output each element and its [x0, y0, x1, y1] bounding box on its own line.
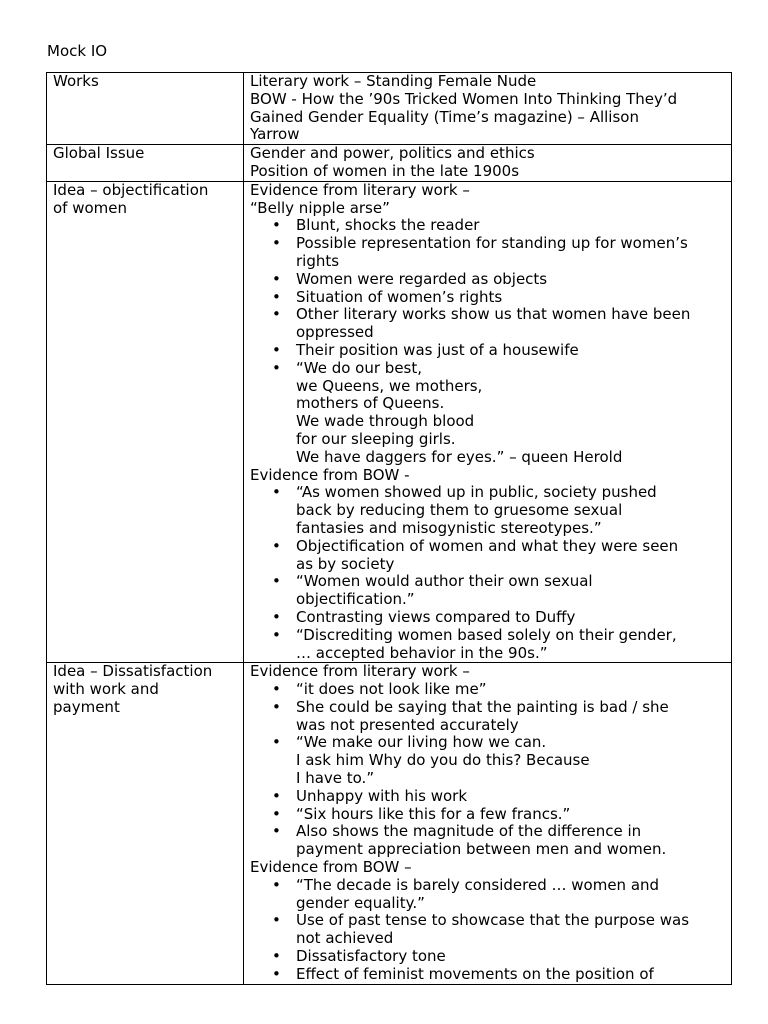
bullet-text: I ask him Why do you do this? Because	[296, 751, 590, 770]
bullet-text: I have to.”	[296, 769, 375, 788]
mock-io-table	[46, 72, 732, 985]
bullet-text: • Effect of feminist movements on the position of	[296, 964, 654, 983]
row-content	[244, 181, 732, 663]
bullet-text: • “We do our best,	[296, 358, 423, 377]
bullet-text: not achieved	[296, 929, 394, 948]
text-line: Gender and power, politics and ethics	[250, 144, 535, 163]
list-item	[250, 289, 725, 307]
bullet-text: • “As women showed up in public, society pushed	[296, 483, 657, 502]
bullet-text: was not presented accurately	[296, 715, 519, 734]
list-item	[250, 217, 725, 235]
bullet-text: • Women were regarded as objects	[296, 269, 548, 288]
list-item	[250, 823, 725, 859]
table-row-idea-dissatisfaction	[47, 663, 732, 984]
row-label	[47, 663, 244, 984]
row-content	[244, 663, 732, 984]
bullet-text: back by reducing them to gruesome sexual	[296, 501, 623, 520]
text-line: Yarrow	[250, 125, 300, 144]
list-item	[250, 788, 725, 806]
bullet-list	[250, 877, 725, 984]
bullet-text: • “The decade is barely considered … women and	[296, 875, 660, 894]
text-line: Literary work – Standing Female Nude	[250, 72, 537, 90]
bullet-text: • Objectification of women and what they were seen	[296, 536, 679, 555]
row-content	[244, 145, 732, 182]
label-line: with work and	[53, 680, 159, 699]
bullet-text: We have daggers for eyes.” – queen Herold	[296, 447, 623, 466]
bullet-text: rights	[296, 251, 340, 270]
list-item	[250, 342, 725, 360]
bullet-list	[250, 484, 725, 662]
text-line: Position of women in the late 1900s	[250, 161, 520, 180]
table-row-idea-objectification	[47, 181, 732, 663]
bullet-text: • Dissatisfactory tone	[296, 947, 446, 966]
list-item	[250, 360, 725, 467]
bullet-text: • “Six hours like this for a few francs.”	[296, 804, 571, 823]
bullet-text: • Other literary works show us that women have been	[296, 305, 691, 324]
bullet-list	[250, 217, 725, 466]
row-label: Works	[47, 73, 244, 145]
bullet-text: • Use of past tense to showcase that the purpose was	[296, 911, 690, 930]
list-item	[250, 734, 725, 787]
table-row-global-issue	[47, 145, 732, 182]
table-row-works	[47, 73, 732, 145]
bullet-text: … accepted behavior in the 90s.”	[296, 643, 548, 662]
bullet-text: gender equality.”	[296, 893, 425, 912]
list-item	[250, 948, 725, 966]
list-item	[250, 699, 725, 735]
bullet-text: mothers of Queens.	[296, 394, 445, 413]
list-item	[250, 306, 725, 342]
bullet-text: oppressed	[296, 323, 374, 342]
bullet-text: payment appreciation between men and women.	[296, 840, 667, 859]
bullet-text: • Also shows the magnitude of the difference in	[296, 822, 642, 841]
document-title: Mock IO	[47, 42, 108, 60]
evidence-heading: Evidence from literary work –	[250, 180, 470, 199]
list-item	[250, 681, 725, 699]
bullet-text: objectification.”	[296, 590, 415, 609]
label-line: Idea – Dissatisfaction	[53, 662, 213, 681]
bullet-text: • Contrasting views compared to Duffy	[296, 607, 576, 626]
bullet-text: • She could be saying that the painting is bad / she	[296, 697, 669, 716]
list-item	[250, 877, 725, 913]
bullet-text: for our sleeping girls.	[296, 429, 456, 448]
list-item	[250, 627, 725, 663]
evidence-heading: “Belly nipple arse”	[250, 198, 390, 217]
list-item	[250, 912, 725, 948]
list-item	[250, 484, 725, 537]
bullet-list	[250, 681, 725, 859]
bullet-text: as by society	[296, 554, 395, 573]
list-item	[250, 609, 725, 627]
label-line: payment	[53, 697, 120, 716]
list-item	[250, 538, 725, 574]
list-item	[250, 966, 725, 984]
evidence-heading: Evidence from BOW –	[250, 858, 412, 877]
bullet-text: • Possible representation for standing up for women’s	[296, 234, 688, 253]
bullet-text: we Queens, we mothers,	[296, 376, 483, 395]
evidence-heading: Evidence from BOW -	[250, 465, 410, 484]
evidence-heading: Evidence from literary work –	[250, 662, 470, 681]
bullet-text: • Blunt, shocks the reader	[296, 216, 480, 235]
bullet-text: fantasies and misogynistic stereotypes.”	[296, 518, 602, 537]
row-label: Global Issue	[47, 145, 244, 182]
list-item	[250, 235, 725, 271]
bullet-text: • “Discrediting women based solely on their gender,	[296, 625, 677, 644]
bullet-text: • “Women would author their own sexual	[296, 572, 593, 591]
text-line: BOW - How the ’90s Tricked Women Into Thinking They’d	[250, 89, 678, 108]
list-item	[250, 271, 725, 289]
label-line: of women	[53, 198, 128, 217]
bullet-text: • Situation of women’s rights	[296, 287, 503, 306]
bullet-text: • “it does not look like me”	[296, 680, 487, 699]
row-content	[244, 73, 732, 145]
label-line: Idea – objectification	[53, 180, 209, 199]
text-line: Gained Gender Equality (Time’s magazine) – Allison	[250, 107, 639, 126]
list-item	[250, 806, 725, 824]
bullet-text: We wade through blood	[296, 412, 475, 431]
bullet-text: • Unhappy with his work	[296, 786, 468, 805]
list-item	[250, 573, 725, 609]
row-label	[47, 181, 244, 663]
bullet-text: • Their position was just of a housewife	[296, 340, 579, 359]
bullet-text: • “We make our living how we can.	[296, 733, 547, 752]
